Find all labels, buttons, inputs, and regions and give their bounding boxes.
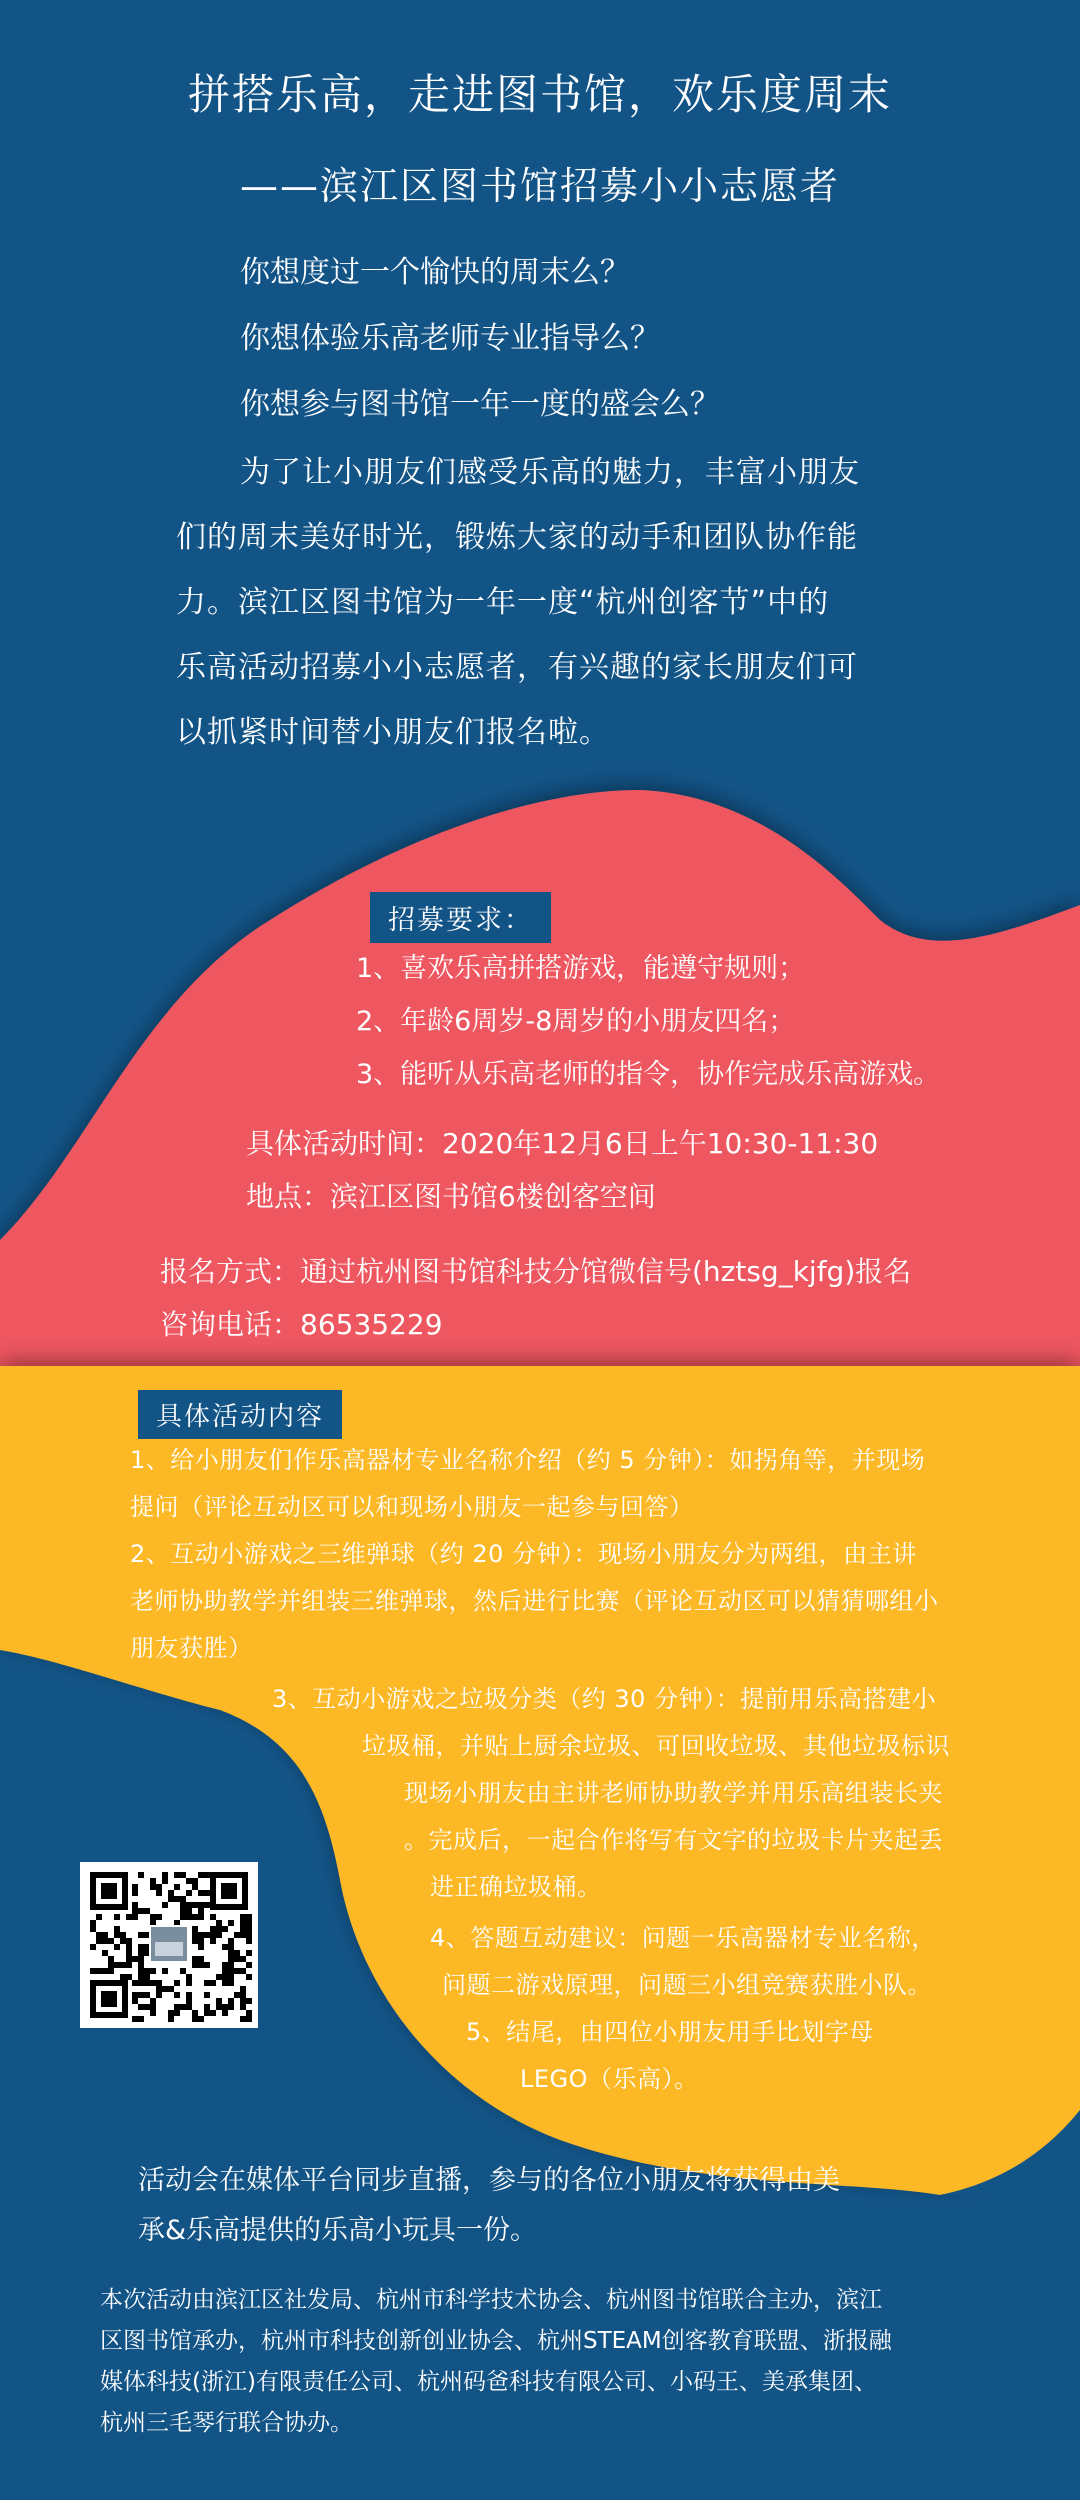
organizers-line: 区图书馆承办，杭州市科技创新创业协会、杭州STEAM创客教育联盟、浙报融 bbox=[100, 2328, 892, 2354]
content-line: 4、答题互动建议：问题一乐高器材专业名称， bbox=[430, 1924, 936, 1952]
intro-question: 你想体验乐高老师专业指导么？ bbox=[240, 321, 660, 356]
content-line: 1、给小朋友们作乐高器材专业名称介绍（约 5 分钟）：如拐角等，并现场 bbox=[130, 1446, 926, 1474]
content-line: 5、结尾，由四位小朋友用手比划字母 bbox=[466, 2018, 874, 2046]
content-line: 提问（评论互动区可以和现场小朋友一起参与回答） bbox=[130, 1493, 694, 1521]
content-line: LEGO（乐高）。 bbox=[520, 2065, 699, 2093]
intro-paragraph-line: 乐高活动招募小小志愿者，有兴趣的家长朋友们可 bbox=[176, 650, 858, 685]
content-line: 问题二游戏原理，问题三小组竞赛获胜小队。 bbox=[442, 1971, 932, 1999]
requirement-item: 3、能听从乐高老师的指令，协作完成乐高游戏。 bbox=[356, 1059, 941, 1090]
organizers-line: 杭州三毛琴行联合协办。 bbox=[100, 2410, 353, 2436]
organizers-line: 本次活动由滨江区社发局、杭州市科学技术协会、杭州图书馆联合主办，滨江 bbox=[100, 2287, 882, 2313]
closing-line: 承&乐高提供的乐高小玩具一份。 bbox=[138, 2215, 538, 2246]
page-subtitle: ——滨江区图书馆招募小小志愿者 bbox=[239, 164, 840, 208]
content-line: 。完成后，一起合作将写有文字的垃圾卡片夹起丢 bbox=[404, 1826, 943, 1854]
content-line: 朋友获胜） bbox=[130, 1634, 253, 1662]
content-line: 现场小朋友由主讲老师协助教学并用乐高组装长夹 bbox=[404, 1779, 943, 1807]
activity-location: 地点：滨江区图书馆6楼创客空间 bbox=[246, 1180, 656, 1213]
intro-paragraph-line: 们的周末美好时光，锻炼大家的动手和团队协作能 bbox=[176, 520, 858, 555]
page-title: 拼搭乐高，走进图书馆，欢乐度周末 bbox=[187, 70, 892, 119]
contact-phone: 咨询电话：86535229 bbox=[160, 1308, 443, 1341]
signup-method: 报名方式：通过杭州图书馆科技分馆微信号(hztsg_kjfg)报名 bbox=[160, 1255, 912, 1288]
intro-question: 你想度过一个愉快的周末么？ bbox=[240, 255, 630, 290]
requirements-tag: 招募要求： bbox=[370, 892, 551, 943]
qr-code-icon bbox=[80, 1862, 258, 2028]
activity-time: 具体活动时间：2020年12月6日上午10:30-11:30 bbox=[246, 1127, 879, 1160]
content-line: 老师协助教学并组装三维弹球，然后进行比赛（评论互动区可以猜猜哪组小 bbox=[130, 1587, 939, 1615]
content-line: 进正确垃圾桶。 bbox=[430, 1873, 602, 1901]
content-tag: 具体活动内容 bbox=[138, 1390, 342, 1439]
requirement-item: 2、年龄6周岁-8周岁的小朋友四名； bbox=[356, 1006, 796, 1037]
content-line: 2、互动小游戏之三维弹球（约 20 分钟）：现场小朋友分为两组，由主讲 bbox=[130, 1540, 917, 1568]
content-line: 3、互动小游戏之垃圾分类（约 30 分钟）：提前用乐高搭建小 bbox=[272, 1685, 937, 1713]
intro-paragraph-line: 为了让小朋友们感受乐高的魅力，丰富小朋友 bbox=[240, 455, 860, 490]
requirement-item: 1、喜欢乐高拼搭游戏，能遵守规则； bbox=[356, 953, 806, 984]
closing-line: 活动会在媒体平台同步直播，参与的各位小朋友将获得由美 bbox=[138, 2165, 840, 2196]
intro-paragraph-line: 力。滨江区图书馆为一年一度“杭州创客节”中的 bbox=[176, 585, 830, 620]
intro-question: 你想参与图书馆一年一度的盛会么？ bbox=[240, 387, 720, 422]
intro-paragraph-line: 以抓紧时间替小朋友们报名啦。 bbox=[176, 715, 610, 750]
content-line: 垃圾桶，并贴上厨余垃圾、可回收垃圾、其他垃圾标识 bbox=[362, 1732, 950, 1760]
organizers-line: 媒体科技(浙江)有限责任公司、杭州码爸科技有限公司、小码王、美承集团、 bbox=[100, 2369, 877, 2395]
